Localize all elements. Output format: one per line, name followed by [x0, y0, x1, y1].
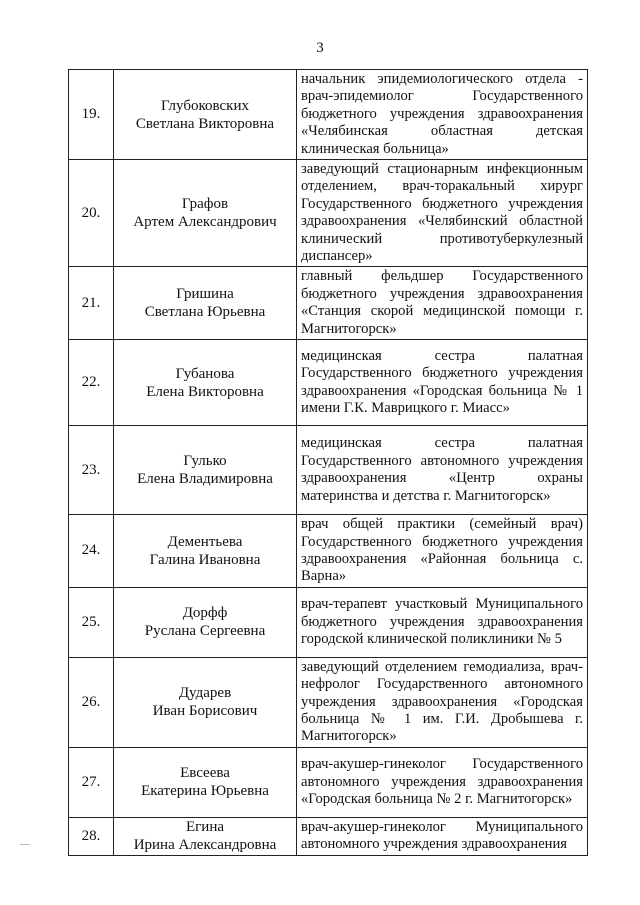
- position-description: врач-терапевт участковый Муниципального бюджетного учреждения здравоохранения городской клинической поликлиники № 5: [297, 587, 588, 657]
- row-number: 21.: [69, 267, 114, 340]
- given-names: Галина Ивановна: [149, 551, 261, 568]
- given-names: Артем Александрович: [133, 214, 277, 231]
- given-names: Ирина Александровна: [133, 837, 277, 854]
- position-description: врач-акушер-гинеколог Муниципального автономного учреждения здравоохранения: [297, 817, 588, 855]
- person-name: [114, 426, 297, 515]
- surname: Гришина: [176, 286, 234, 303]
- row-number: 28.: [69, 817, 114, 855]
- table-row: [69, 340, 588, 426]
- row-number: 22.: [69, 340, 114, 426]
- table-row: [69, 267, 588, 340]
- staff-table: [68, 69, 588, 856]
- given-names: Иван Борисович: [152, 703, 258, 720]
- table-row: [69, 657, 588, 747]
- person-name: [114, 340, 297, 426]
- position-description: главный фельдшер Государственного бюджетного учреждения здравоохранения «Станция скорой медицинской помощи г. Магнитогорск»: [297, 267, 588, 340]
- row-number: 24.: [69, 515, 114, 588]
- table-row: [69, 426, 588, 515]
- person-name: [114, 267, 297, 340]
- given-names: Елена Викторовна: [146, 383, 264, 400]
- row-number: 23.: [69, 426, 114, 515]
- table-row: [69, 747, 588, 817]
- row-number: 26.: [69, 657, 114, 747]
- surname: Евсеева: [180, 765, 230, 782]
- given-names: Руслана Сергеевна: [144, 623, 266, 640]
- given-names: Елена Владимировна: [137, 471, 273, 488]
- person-name: [114, 587, 297, 657]
- page-number: 3: [316, 40, 324, 56]
- person-name: [114, 160, 297, 267]
- surname: Губанова: [175, 365, 235, 382]
- position-description: начальник эпидемиологического отдела - врач-эпидемиолог Государственного бюджетного учреждения здравоохранения «Челябинская областная детская клиническая больница»: [297, 70, 588, 160]
- person-name: [114, 70, 297, 160]
- person-name: [114, 817, 297, 855]
- row-number: 27.: [69, 747, 114, 817]
- table-row: [69, 70, 588, 160]
- position-description: медицинская сестра палатная Государственного автономного учреждения здравоохранения «Центр охраны материнства и детства г. Магнитогорск»: [297, 426, 588, 515]
- row-number: 25.: [69, 587, 114, 657]
- surname: Дементьева: [167, 533, 243, 550]
- surname: Егина: [185, 819, 225, 836]
- surname: Дударев: [178, 685, 232, 702]
- scan-mark: [20, 844, 30, 845]
- table-row: [69, 515, 588, 588]
- table-row: [69, 817, 588, 855]
- given-names: Екатерина Юрьевна: [141, 783, 269, 800]
- position-description: медицинская сестра палатная Государственного бюджетного учреждения здравоохранения «Городская больница № 1 имени Г.К. Маврицкого г. Миасс»: [297, 340, 588, 426]
- surname: Гулько: [183, 453, 227, 470]
- person-name: [114, 747, 297, 817]
- row-number: 19.: [69, 70, 114, 160]
- position-description: заведующий стационарным инфекционным отделением, врач-торакальный хирург Государственного бюджетного учреждения здравоохранения «Челябинский областной клинический противотуберкулезный диспансер»: [297, 160, 588, 267]
- surname: Графов: [181, 196, 229, 213]
- position-description: заведующий отделением гемодиализа, врач-нефролог Государственного автономного учреждения здравоохранения «Городская больница № 1 им. Г.И. Дробышева г. Магнитогорск»: [297, 657, 588, 747]
- position-description: врач общей практики (семейный врач) Государственного бюджетного учреждения здравоохранения «Районная больница с. Варна»: [297, 515, 588, 588]
- given-names: Светлана Юрьевна: [144, 304, 266, 321]
- row-number: 20.: [69, 160, 114, 267]
- person-name: [114, 657, 297, 747]
- surname: Дорфф: [182, 605, 228, 622]
- surname: Глубоковских: [161, 97, 249, 114]
- position-description: врач-акушер-гинеколог Государственного автономного учреждения здравоохранения «Городская больница № 2 г. Магнитогорск»: [297, 747, 588, 817]
- table-row: [69, 587, 588, 657]
- table-row: [69, 160, 588, 267]
- given-names: Светлана Викторовна: [135, 115, 275, 132]
- person-name: [114, 515, 297, 588]
